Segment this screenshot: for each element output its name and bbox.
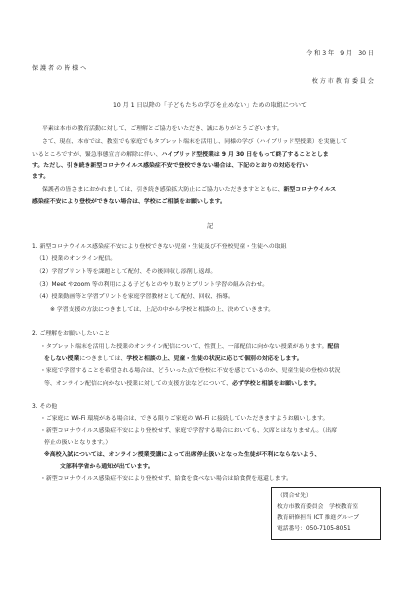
intro-line-6-normal: 保護者の皆さまにおかれましては、引き続き感染拡大防止にご協力いただきますとともに、 [42,187,284,193]
section1-item-1: （1）授業のオンライン配信。 [36,256,117,262]
section2-bullet1-line1 [40,342,339,353]
intro-line-3 [32,150,329,161]
recipient-text: 保 護 者 の 皆 様 へ [32,65,87,72]
section1-item-4: （4）授業動画等と学習プリントを家庭学習教材として配付、回収、指導。 [36,294,234,300]
section2-bullet1-line2-normal: につきましては、 [79,356,127,362]
section1-item-3: （3）Meet やzoom 等の利用による子どもとのやり取りとプリント学習の組み合わせ。 [36,282,269,288]
section3-bullet1: ・ご家庭に Wi-Fi 環境がある場合は、できる限りご家庭の Wi-Fi に接続していただきますようお願いします。 [40,416,329,422]
section1-note: ※ 学習支援の方法につきましては、上記の中から学校と相談の上、決めていきます。 [50,307,275,313]
section2-bullet1-line2-bold2: 学校と相談の上、児童・生徒の状況に応じて個別の対応をします。 [126,356,303,362]
section2-bullet1-line1-normal: ・タブレット端末を活用した授業のオンライン配信について、性質上、一部配信に向かない授業があります。 [40,344,328,350]
section2-heading: 2. ご理解をお願いしたいこと [32,331,111,337]
contact-line-2: 教育研修担当 ICT 推進グループ [277,515,360,521]
sender-text: 枚 方 市 教 育 委 員 会 [311,78,374,85]
section2-bullet1-line1-bold: 配信 [327,344,340,350]
document-title: 10 月 1 日以降の「子どもたちの学びを止めない」ための取組について [112,102,308,109]
section2-bullet1-line2-bold1: をしない授業 [44,356,80,362]
intro-line-7: 感染症不安により登校ができない場合は、学校にご相談をお願いします。 [32,199,226,205]
section3-bullet4: ・新型コロナウイルス感染症不安により登校せず、給食を食べない場合は給食費を返還します。 [40,476,292,482]
intro-line-6 [42,185,336,196]
section3-heading: 3. その他 [32,404,58,410]
intro-line-6-bold: 新型コロナウイルス [283,187,337,193]
intro-line-5: ます。 [32,174,50,180]
section2-bullet2-line2-normal: 等、オンライン配信に向かない授業に対しての支援方法などについて、 [44,381,233,387]
section2-bullet2-line1: ・家庭で学習することを希望される場合は、どういった点で登校に不安を感じているのか、児童生徒の登校の状況 [40,368,341,374]
section3-note-line2: 文部科学省から通知が出ています。 [60,464,154,470]
intro-line-4: す。ただし、引き続き新型コロナウイルス感染症不安で登校できない場合は、下記のとおりの対応を行い [32,163,309,169]
contact-box [271,487,381,540]
date-text: 令 和 3 年 9 月 30 日 [306,50,374,57]
contact-label: （問合せ先） [277,493,312,499]
contact-phone: 電話番号：050-7105-8051 [277,526,351,532]
section2-bullet2-line2 [44,379,320,390]
section2-bullet1-line2 [44,354,303,365]
intro-line-2: さて、現在、本市では、教室でも家庭でもタブレット端末を活用し、同様の学び（ハイブリッド型授業）を実施して [42,139,348,145]
section2-bullet2-line2-bold: 必ず学校と相談をお願いします。 [232,381,320,387]
intro-line-1: 平素は本市の教育活動に対して、ご理解とご協力をいただき、誠にありがとうございます。 [42,126,283,132]
intro-line-3-normal: いるところですが、緊急事態宣言の解除に伴い、 [32,152,162,158]
section3-bullet2-line2: 停止の扱いとなります。） [44,440,112,446]
section3-bullet2-line1: ・新型コロナウイルス感染症不安により登校せず、家庭で学習する場合においても、欠席とはなりません。（出席 [40,428,337,434]
intro-line-3-bold: ハイブリッド型授業は 9 月 30 日をもって終了することとしま [161,152,329,158]
section3-note-line1: ※高校入試については、オンライン授業受講によって出席停止扱いとなった生徒が不利にならないよう、 [44,452,321,458]
contact-line-1: 枚方市教育委員会 学校教育室 [277,504,359,510]
section1-item-2: （2）学習プリント等を課題として配付、その後回収し添削し返却。 [36,269,217,275]
section1-heading: 1. 新型コロナウイルス感染症不安により登校できない児童・生徒及び不登校児童・生徒への取組 [32,244,287,250]
ki-heading: 記 [206,223,214,230]
